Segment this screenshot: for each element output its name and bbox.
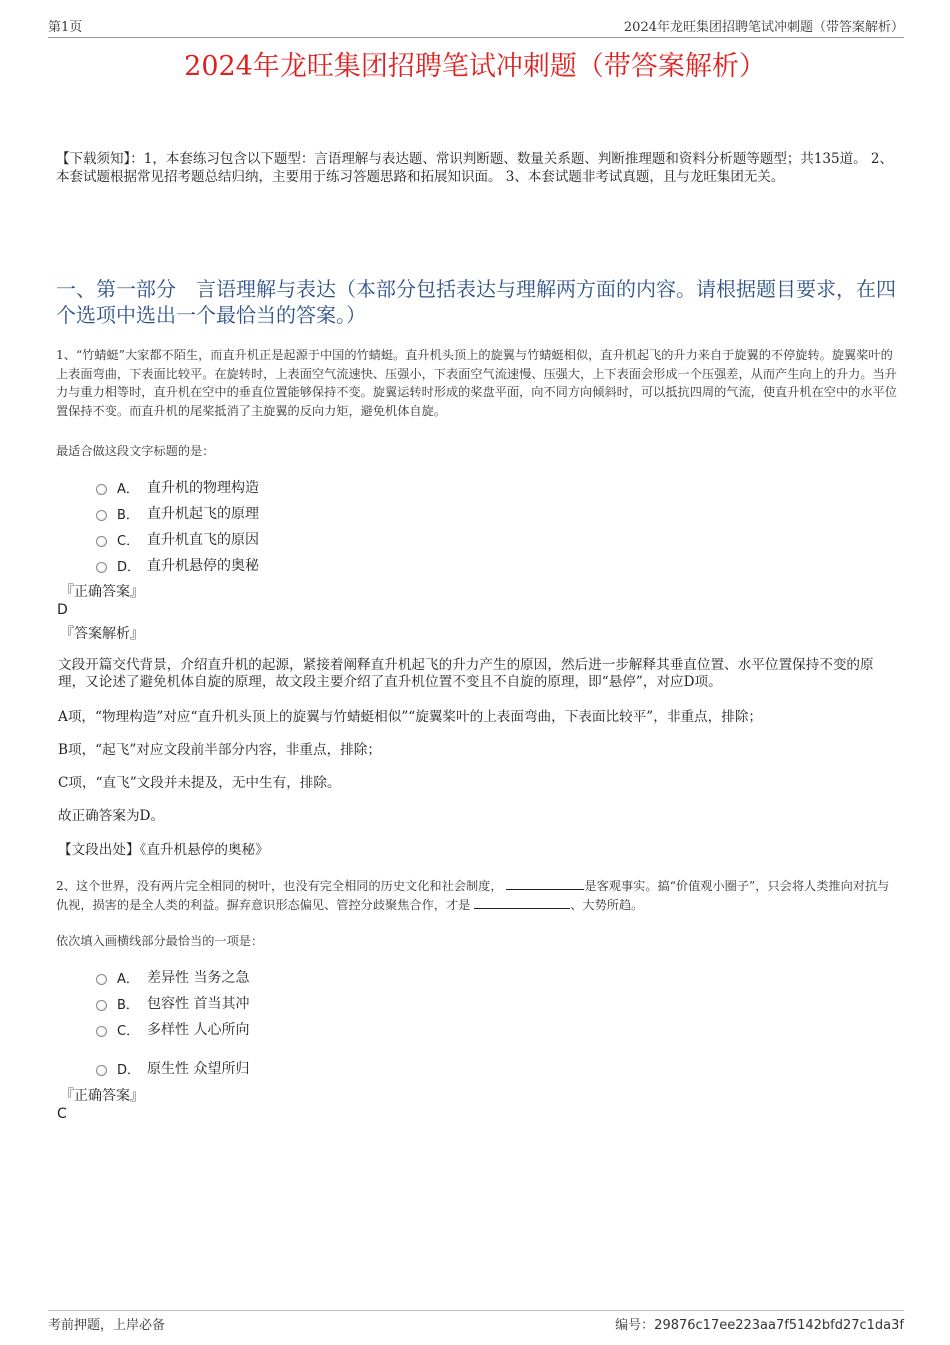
radio-icon[interactable] [96,1026,107,1037]
q2-question: 依次填入画横线部分最恰当的一项是： [56,934,264,948]
q1-analysis-conclusion: 故正确答案为D。 [58,808,165,824]
radio-icon[interactable] [96,484,107,495]
q1-analysis-a: A项，“物理构造”对应“直升机头顶上的旋翼与竹蜻蜓相似”“旋翼桨叶的上表面弯曲，下表面比较平”，非重点，排除； [58,709,763,725]
radio-icon[interactable] [96,562,107,573]
q1-analysis-label: 『答案解析』 [60,626,144,642]
q1-analysis-b: B项，“起飞”对应文段前半部分内容，非重点，排除； [58,742,381,758]
q1-analysis-c: C项，“直飞”文段并未提及，无中生有，排除。 [58,775,341,791]
footer-code: 编号：29876c17ee223aa7f5142bfd27c1da3f [615,1318,904,1333]
q1-option-b[interactable]: B． 直升机起飞的原理 [96,503,259,523]
q1-source: 【文段出处】《直升机悬停的奥秘》 [58,842,269,858]
q2-option-b[interactable]: B． 包容性 首当其冲 [96,993,249,1013]
q1-option-d[interactable]: D． 直升机悬停的奥秘 [96,555,259,575]
document-title: 2024年龙旺集团招聘笔试冲刺题（带答案解析） [184,51,766,82]
radio-icon[interactable] [96,510,107,521]
q1-passage: 1、“竹蜻蜓”大家都不陌生，而直升机正是起源于中国的竹蜻蜓。直升机头顶上的旋翼与竹蜻蜓相似，直升机起飞的升力来自于旋翼的不停旋转。旋翼桨叶的上表面弯曲，下表面比较平。在旋转时，上表面空气流速快、压强小，下表面空气流速慢、压强大，上下表面会形成一个压强差，从而产生向上的升力。当升力与重力相等时，直升机在空中的垂直位置能够保持不变。旋翼运转时形成的桨盘平面，向不同方向倾斜时，可以抵抗四周的气流，使直升机在空中的水平位置保持不变。而直升机的尾桨抵消了主旋翼的反向力矩，避免机体自旋。 [56,348,897,418]
page-footer [48,1310,904,1333]
radio-icon[interactable] [96,1065,107,1076]
q2-option-c[interactable]: C． 多样性 人心所向 [96,1019,249,1039]
q1-answer: D [57,602,68,618]
q2-answer-label: 『正确答案』 [60,1088,144,1104]
q1-analysis-summary: 文段开篇交代背景，介绍直升机的起源，紧接着阐释直升机起飞的升力产生的原因，然后进一步解释其垂直位置、水平位置保持不变的原理，又论述了避免机体自旋的原理，故文段主要介绍了直升机位置不变且不自旋的原理，即“悬停”，对应D项。 [58,657,874,690]
radio-icon[interactable] [96,1000,107,1011]
radio-icon[interactable] [96,536,107,547]
q2-option-a[interactable]: A． 差异性 当务之急 [96,967,249,987]
radio-icon[interactable] [96,974,107,985]
q1-question: 最适合做这段文字标题的是： [56,444,215,458]
footer-slogan: 考前押题，上岸必备 [48,1318,166,1333]
q1-option-c[interactable]: C． 直升机直飞的原因 [96,529,259,549]
q2-blank-2[interactable] [474,898,570,909]
q2-passage: 2、这个世界，没有两片完全相同的树叶，也没有完全相同的历史文化和社会制度， 是客观事实。搞“价值观小圈子”，只会将人类推向对抗与仇视，损害的是全人类的利益。摒弃意识形态偏见、管控分歧聚焦合作，才是 、大势所趋。 [56,879,890,912]
page-header [48,16,904,38]
header-doc-title: 2024年龙旺集团招聘笔试冲刺题（带答案解析） [623,20,904,35]
page-number: 第1页 [48,20,83,35]
q2-answer: C [57,1106,67,1122]
q1-option-a[interactable]: A． 直升机的物理构造 [96,477,259,497]
section-heading: 一、第一部分 言语理解与表达（本部分包括表达与理解两方面的内容。请根据题目要求，在四个选项中选出一个最恰当的答案。） [56,277,896,327]
q2-option-d[interactable]: D． 原生性 众望所归 [96,1058,249,1078]
q1-answer-label: 『正确答案』 [60,584,144,600]
download-notice: 【下载须知】：1，本套练习包含以下题型：言语理解与表达题、常识判断题、数量关系题、判断推理题和资料分析题等题型；共135道。 2、本套试题根据常见招考题总结归纳，主要用于练习答题思路和拓展知识面。 3、本套试题非考试真题，且与龙旺集团无关。 [56,151,893,185]
q2-blank-1[interactable] [506,879,584,890]
